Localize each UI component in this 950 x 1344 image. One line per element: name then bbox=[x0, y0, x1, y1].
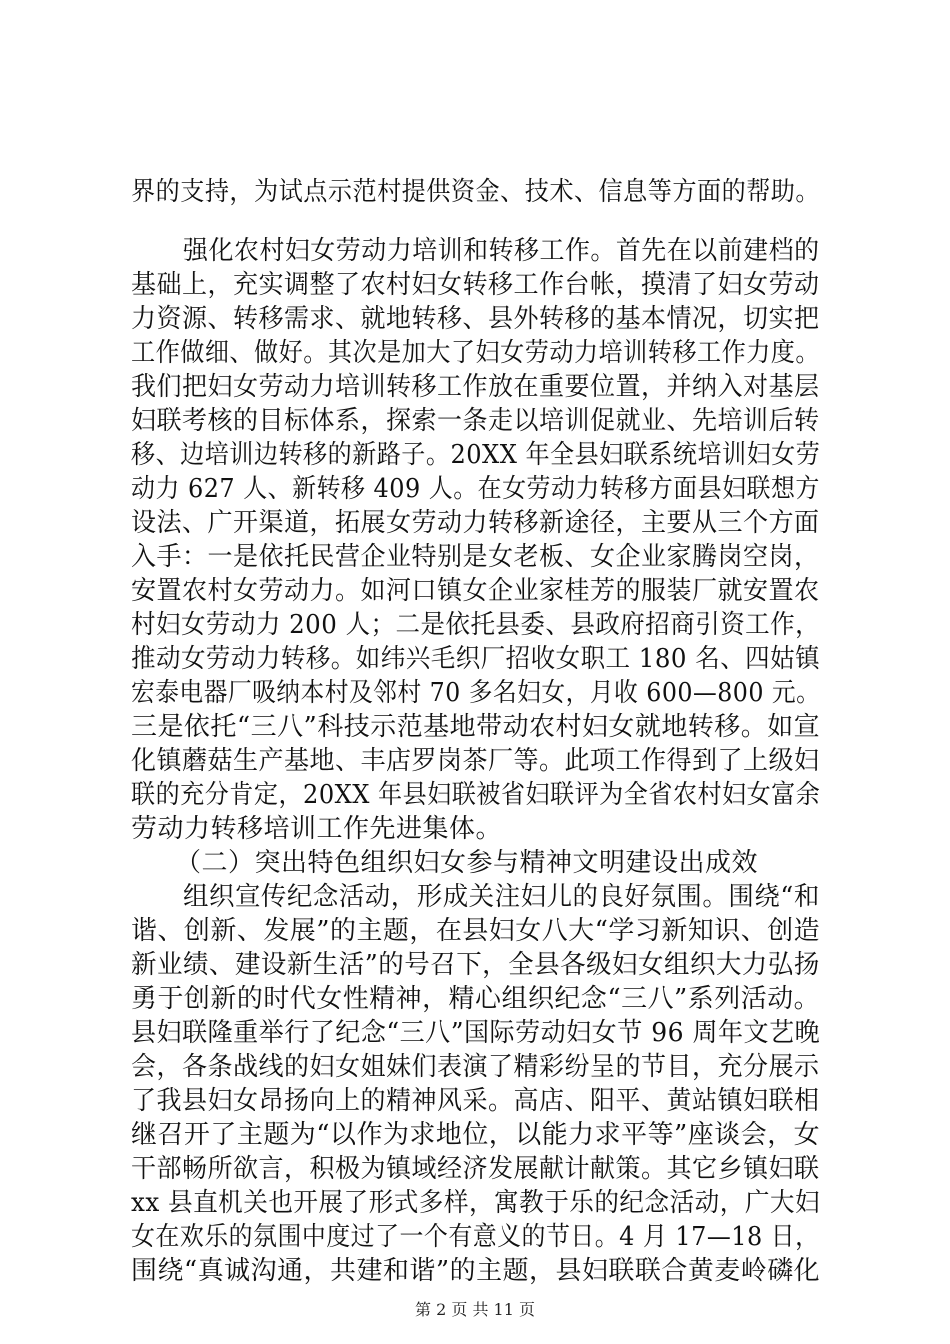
text-line: 动力 627 人、新转移 409 人。在女劳动力转移方面县妇联想方 bbox=[131, 474, 820, 504]
text-line: 联的充分肯定，20XX 年县妇联被省妇联评为全省农村妇女富余 bbox=[131, 780, 821, 810]
text-line: 安置农村女劳动力。如河口镇女企业家桂芳的服装厂就安置农 bbox=[131, 576, 820, 606]
text-line: 村妇女劳动力 200 人；二是依托县委、县政府招商引资工作， bbox=[131, 610, 821, 640]
text-line: 县妇联隆重举行了纪念“三八”国际劳动妇女节 96 周年文艺晚 bbox=[131, 1018, 821, 1048]
text-line: 了我县妇女昂扬向上的精神风采。高店、阳平、黄站镇妇联相 bbox=[131, 1086, 820, 1116]
text-line: 基础上，充实调整了农村妇女转移工作台帐，摸清了妇女劳动 bbox=[131, 270, 820, 300]
text-line: 谐、创新、发展”的主题，在县妇女八大“学习新知识、创造 bbox=[131, 916, 821, 946]
text-line: 新业绩、建设新生活”的号召下，全县各级妇女组织大力弘扬 bbox=[131, 950, 820, 980]
text-line: 设法、广开渠道，拓展女劳动力转移新途径，主要从三个方面 bbox=[131, 508, 820, 538]
text-line: 组织宣传纪念活动，形成关注妇儿的良好氛围。围绕“和 bbox=[183, 882, 820, 912]
text-line: xx 县直机关也开展了形式多样，寓教于乐的纪念活动，广大妇 bbox=[131, 1188, 821, 1218]
text-line: 移、边培训边转移的新路子。20XX 年全县妇联系统培训妇女劳 bbox=[131, 440, 821, 470]
section-heading: （二）突出特色组织妇女参与精神文明建设出成效 bbox=[175, 848, 759, 878]
text-line: 会，各条战线的妇女姐妹们表演了精彩纷呈的节目，充分展示 bbox=[131, 1052, 820, 1082]
text-line: 界的支持，为试点示范村提供资金、技术、信息等方面的帮助。 bbox=[131, 177, 821, 207]
text-line: 化镇蘑菇生产基地、丰店罗岗茶厂等。此项工作得到了上级妇 bbox=[131, 746, 820, 776]
text-line: 我们把妇女劳动力培训转移工作放在重要位置，并纳入对基层 bbox=[131, 372, 820, 402]
text-line: 干部畅所欲言，积极为镇域经济发展献计献策。其它乡镇妇联 bbox=[131, 1154, 820, 1184]
text-line: 劳动力转移培训工作先进集体。 bbox=[131, 814, 503, 844]
text-line: 入手：一是依托民营企业特别是女老板、女企业家腾岗空岗， bbox=[131, 542, 820, 572]
text-line: 力资源、转移需求、就地转移、县外转移的基本情况，切实把 bbox=[131, 304, 820, 334]
text-line: 女在欢乐的氛围中度过了一个有意义的节日。4 月 17—18 日， bbox=[131, 1222, 820, 1252]
text-line: 工作做细、做好。其次是加大了妇女劳动力培训转移工作力度。 bbox=[131, 338, 821, 368]
text-line: 强化农村妇女劳动力培训和转移工作。首先在以前建档的 bbox=[183, 236, 820, 266]
text-line: 继召开了主题为“以作为求地位，以能力求平等”座谈会，女 bbox=[131, 1120, 821, 1150]
text-line: 宏泰电器厂吸纳本村及邻村 70 多名妇女，月收 600—800 元。 bbox=[131, 678, 821, 708]
text-line: 围绕“真诚沟通，共建和谐”的主题，县妇联联合黄麦岭磷化 bbox=[131, 1256, 821, 1286]
page-number: 第 2 页 共 11 页 bbox=[415, 1300, 535, 1319]
text-line: 勇于创新的时代女性精神，精心组织纪念“三八”系列活动。 bbox=[131, 984, 821, 1014]
text-line: 妇联考核的目标体系，探索一条走以培训促就业、先培训后转 bbox=[131, 406, 820, 436]
text-line: 推动女劳动力转移。如纬兴毛织厂招收女职工 180 名、四姑镇 bbox=[131, 644, 821, 674]
text-line: 三是依托“三八”科技示范基地带动农村妇女就地转移。如宣 bbox=[131, 712, 821, 742]
